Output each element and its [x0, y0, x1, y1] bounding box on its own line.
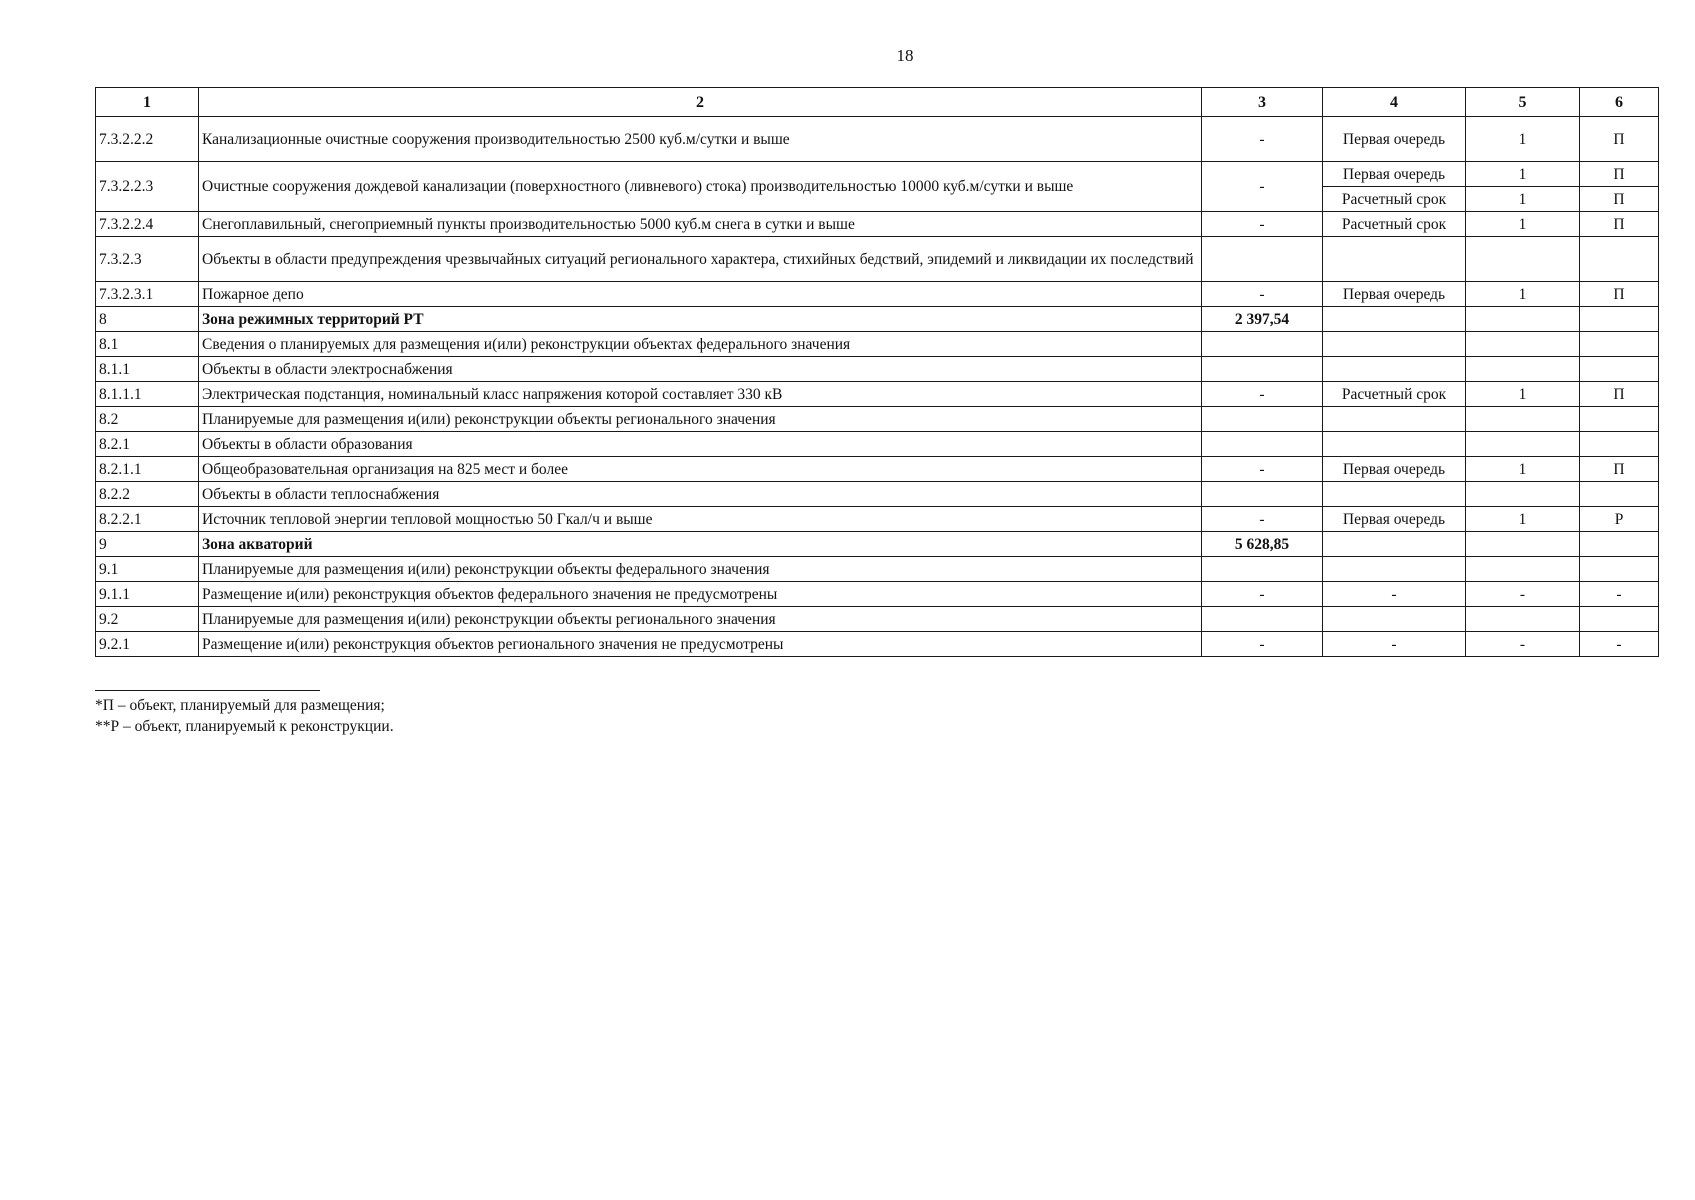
row-type: П: [1580, 162, 1659, 187]
row-type: [1580, 432, 1659, 457]
row-area: [1202, 357, 1323, 382]
row-name: Объекты в области предупреждения чрезвычайных ситуаций регионального характера, стихийных бедствий, эпидемий и ликвидации их последствий: [199, 237, 1202, 282]
row-count: 1: [1466, 282, 1580, 307]
row-name: Источник тепловой энергии тепловой мощностью 50 Гкал/ч и выше: [199, 507, 1202, 532]
column-header: 6: [1580, 88, 1659, 117]
table-row: [96, 457, 1659, 482]
row-type: [1580, 307, 1659, 332]
row-number: 9.2: [96, 607, 199, 632]
row-stage: Первая очередь: [1323, 162, 1466, 187]
row-number: 7.3.2.3: [96, 237, 199, 282]
row-type: [1580, 357, 1659, 382]
row-number: 8.1.1.1: [96, 382, 199, 407]
row-type: [1580, 407, 1659, 432]
row-type: [1580, 557, 1659, 582]
row-stage: [1323, 532, 1466, 557]
row-stage: Первая очередь: [1323, 457, 1466, 482]
table-row-zone: [96, 532, 1659, 557]
row-number: 8.1.1: [96, 357, 199, 382]
row-count: 1: [1466, 507, 1580, 532]
row-area: 2 397,54: [1202, 307, 1323, 332]
row-name: Пожарное депо: [199, 282, 1202, 307]
table-header-row: [96, 88, 1659, 117]
column-header: 3: [1202, 88, 1323, 117]
row-stage: -: [1323, 582, 1466, 607]
row-count: [1466, 332, 1580, 357]
row-number: 9: [96, 532, 199, 557]
row-area: -: [1202, 582, 1323, 607]
table-row-zone: [96, 307, 1659, 332]
row-stage: [1323, 237, 1466, 282]
row-number: 8.1: [96, 332, 199, 357]
row-count: 1: [1466, 382, 1580, 407]
row-number: 7.3.2.2.3: [96, 162, 199, 212]
row-type: [1580, 607, 1659, 632]
table-row: [96, 162, 1659, 187]
footnote-divider: [95, 690, 320, 691]
row-name: Планируемые для размещения и(или) реконструкции объекты федерального значения: [199, 557, 1202, 582]
table-row: [96, 382, 1659, 407]
row-name: Объекты в области электроснабжения: [199, 357, 1202, 382]
row-type: [1580, 532, 1659, 557]
row-type: -: [1580, 632, 1659, 657]
row-stage: [1323, 307, 1466, 332]
row-type: -: [1580, 582, 1659, 607]
row-type: [1580, 237, 1659, 282]
row-stage: [1323, 557, 1466, 582]
row-name: Снегоплавильный, снегоприемный пункты производительностью 5000 куб.м снега в сутки и выше: [199, 212, 1202, 237]
row-area: [1202, 482, 1323, 507]
row-count: [1466, 237, 1580, 282]
row-number: 9.1: [96, 557, 199, 582]
row-stage: Расчетный срок: [1323, 212, 1466, 237]
row-area: [1202, 407, 1323, 432]
row-number: 9.1.1: [96, 582, 199, 607]
table-row: [96, 632, 1659, 657]
row-area: -: [1202, 507, 1323, 532]
table-row: [96, 582, 1659, 607]
row-name: Планируемые для размещения и(или) реконструкции объекты регионального значения: [199, 407, 1202, 432]
row-number: 8.2: [96, 407, 199, 432]
table-row: [96, 332, 1659, 357]
row-count: [1466, 407, 1580, 432]
row-area: -: [1202, 117, 1323, 162]
table-row: [96, 282, 1659, 307]
row-number: 8.2.2: [96, 482, 199, 507]
row-stage: [1323, 482, 1466, 507]
row-number: 7.3.2.2.2: [96, 117, 199, 162]
row-type: П: [1580, 117, 1659, 162]
row-area: -: [1202, 457, 1323, 482]
row-number: 8.2.1.1: [96, 457, 199, 482]
row-area: -: [1202, 632, 1323, 657]
row-stage: -: [1323, 632, 1466, 657]
row-name: Электрическая подстанция, номинальный класс напряжения которой составляет 330 кВ: [199, 382, 1202, 407]
row-number: 8.2.1: [96, 432, 199, 457]
row-number: 7.3.2.2.4: [96, 212, 199, 237]
row-count: [1466, 432, 1580, 457]
row-type: Р: [1580, 507, 1659, 532]
table-row: [96, 482, 1659, 507]
footnote-item: **Р – объект, планируемый к реконструкции.: [95, 718, 394, 735]
row-type: П: [1580, 457, 1659, 482]
row-area: [1202, 432, 1323, 457]
row-name: Сведения о планируемых для размещения и(или) реконструкции объектах федерального значения: [199, 332, 1202, 357]
row-count: 1: [1466, 187, 1580, 212]
row-number: 8: [96, 307, 199, 332]
row-stage: Расчетный срок: [1323, 187, 1466, 212]
row-name: Планируемые для размещения и(или) реконструкции объекты регионального значения: [199, 607, 1202, 632]
table-row: [96, 557, 1659, 582]
row-stage: Расчетный срок: [1323, 382, 1466, 407]
page-number: 18: [896, 46, 914, 65]
row-type: [1580, 332, 1659, 357]
table-row: [96, 432, 1659, 457]
row-count: -: [1466, 582, 1580, 607]
row-stage: [1323, 357, 1466, 382]
table-row: [96, 237, 1659, 282]
table-row: [96, 212, 1659, 237]
row-stage: [1323, 332, 1466, 357]
row-type: П: [1580, 212, 1659, 237]
footnote-item: *П – объект, планируемый для размещения;: [95, 697, 385, 714]
row-stage: [1323, 432, 1466, 457]
table-row: [96, 117, 1659, 162]
row-count: -: [1466, 632, 1580, 657]
row-area: -: [1202, 382, 1323, 407]
row-area: -: [1202, 282, 1323, 307]
row-stage: [1323, 607, 1466, 632]
footnotes: [95, 690, 394, 737]
row-count: [1466, 307, 1580, 332]
row-name: Очистные сооружения дождевой канализации (поверхностного (ливневого) стока) производительностью 10000 куб.м/сутки и выше: [199, 162, 1202, 212]
row-count: 1: [1466, 457, 1580, 482]
column-header: 5: [1466, 88, 1580, 117]
row-count: 1: [1466, 117, 1580, 162]
column-header: 1: [96, 88, 199, 117]
row-count: [1466, 532, 1580, 557]
column-header: 4: [1323, 88, 1466, 117]
row-area: 5 628,85: [1202, 532, 1323, 557]
row-count: [1466, 357, 1580, 382]
row-name: Размещение и(или) реконструкция объектов регионального значения не предусмотрены: [199, 632, 1202, 657]
row-name: Объекты в области образования: [199, 432, 1202, 457]
row-area: [1202, 607, 1323, 632]
row-name: Общеобразовательная организация на 825 мест и более: [199, 457, 1202, 482]
row-name: Зона режимных территорий РТ: [199, 307, 1202, 332]
row-stage: Первая очередь: [1323, 282, 1466, 307]
row-type: П: [1580, 187, 1659, 212]
row-area: -: [1202, 212, 1323, 237]
row-type: П: [1580, 382, 1659, 407]
row-stage: Первая очередь: [1323, 507, 1466, 532]
row-number: 8.2.2.1: [96, 507, 199, 532]
row-count: [1466, 607, 1580, 632]
row-stage: [1323, 407, 1466, 432]
row-type: [1580, 482, 1659, 507]
row-count: [1466, 557, 1580, 582]
row-stage: Первая очередь: [1323, 117, 1466, 162]
planned-objects-table: [95, 87, 1659, 657]
row-name: Канализационные очистные сооружения производительностью 2500 куб.м/сутки и выше: [199, 117, 1202, 162]
column-header: 2: [199, 88, 1202, 117]
table-row: [96, 407, 1659, 432]
table-row: [96, 607, 1659, 632]
row-count: 1: [1466, 212, 1580, 237]
table-row: [96, 357, 1659, 382]
row-name: Объекты в области теплоснабжения: [199, 482, 1202, 507]
row-area: [1202, 557, 1323, 582]
row-area: -: [1202, 162, 1323, 212]
row-type: П: [1580, 282, 1659, 307]
row-name: Зона акваторий: [199, 532, 1202, 557]
row-area: [1202, 332, 1323, 357]
row-count: 1: [1466, 162, 1580, 187]
row-area: [1202, 237, 1323, 282]
table-row: [96, 507, 1659, 532]
row-name: Размещение и(или) реконструкция объектов федерального значения не предусмотрены: [199, 582, 1202, 607]
row-number: 9.2.1: [96, 632, 199, 657]
row-number: 7.3.2.3.1: [96, 282, 199, 307]
row-count: [1466, 482, 1580, 507]
